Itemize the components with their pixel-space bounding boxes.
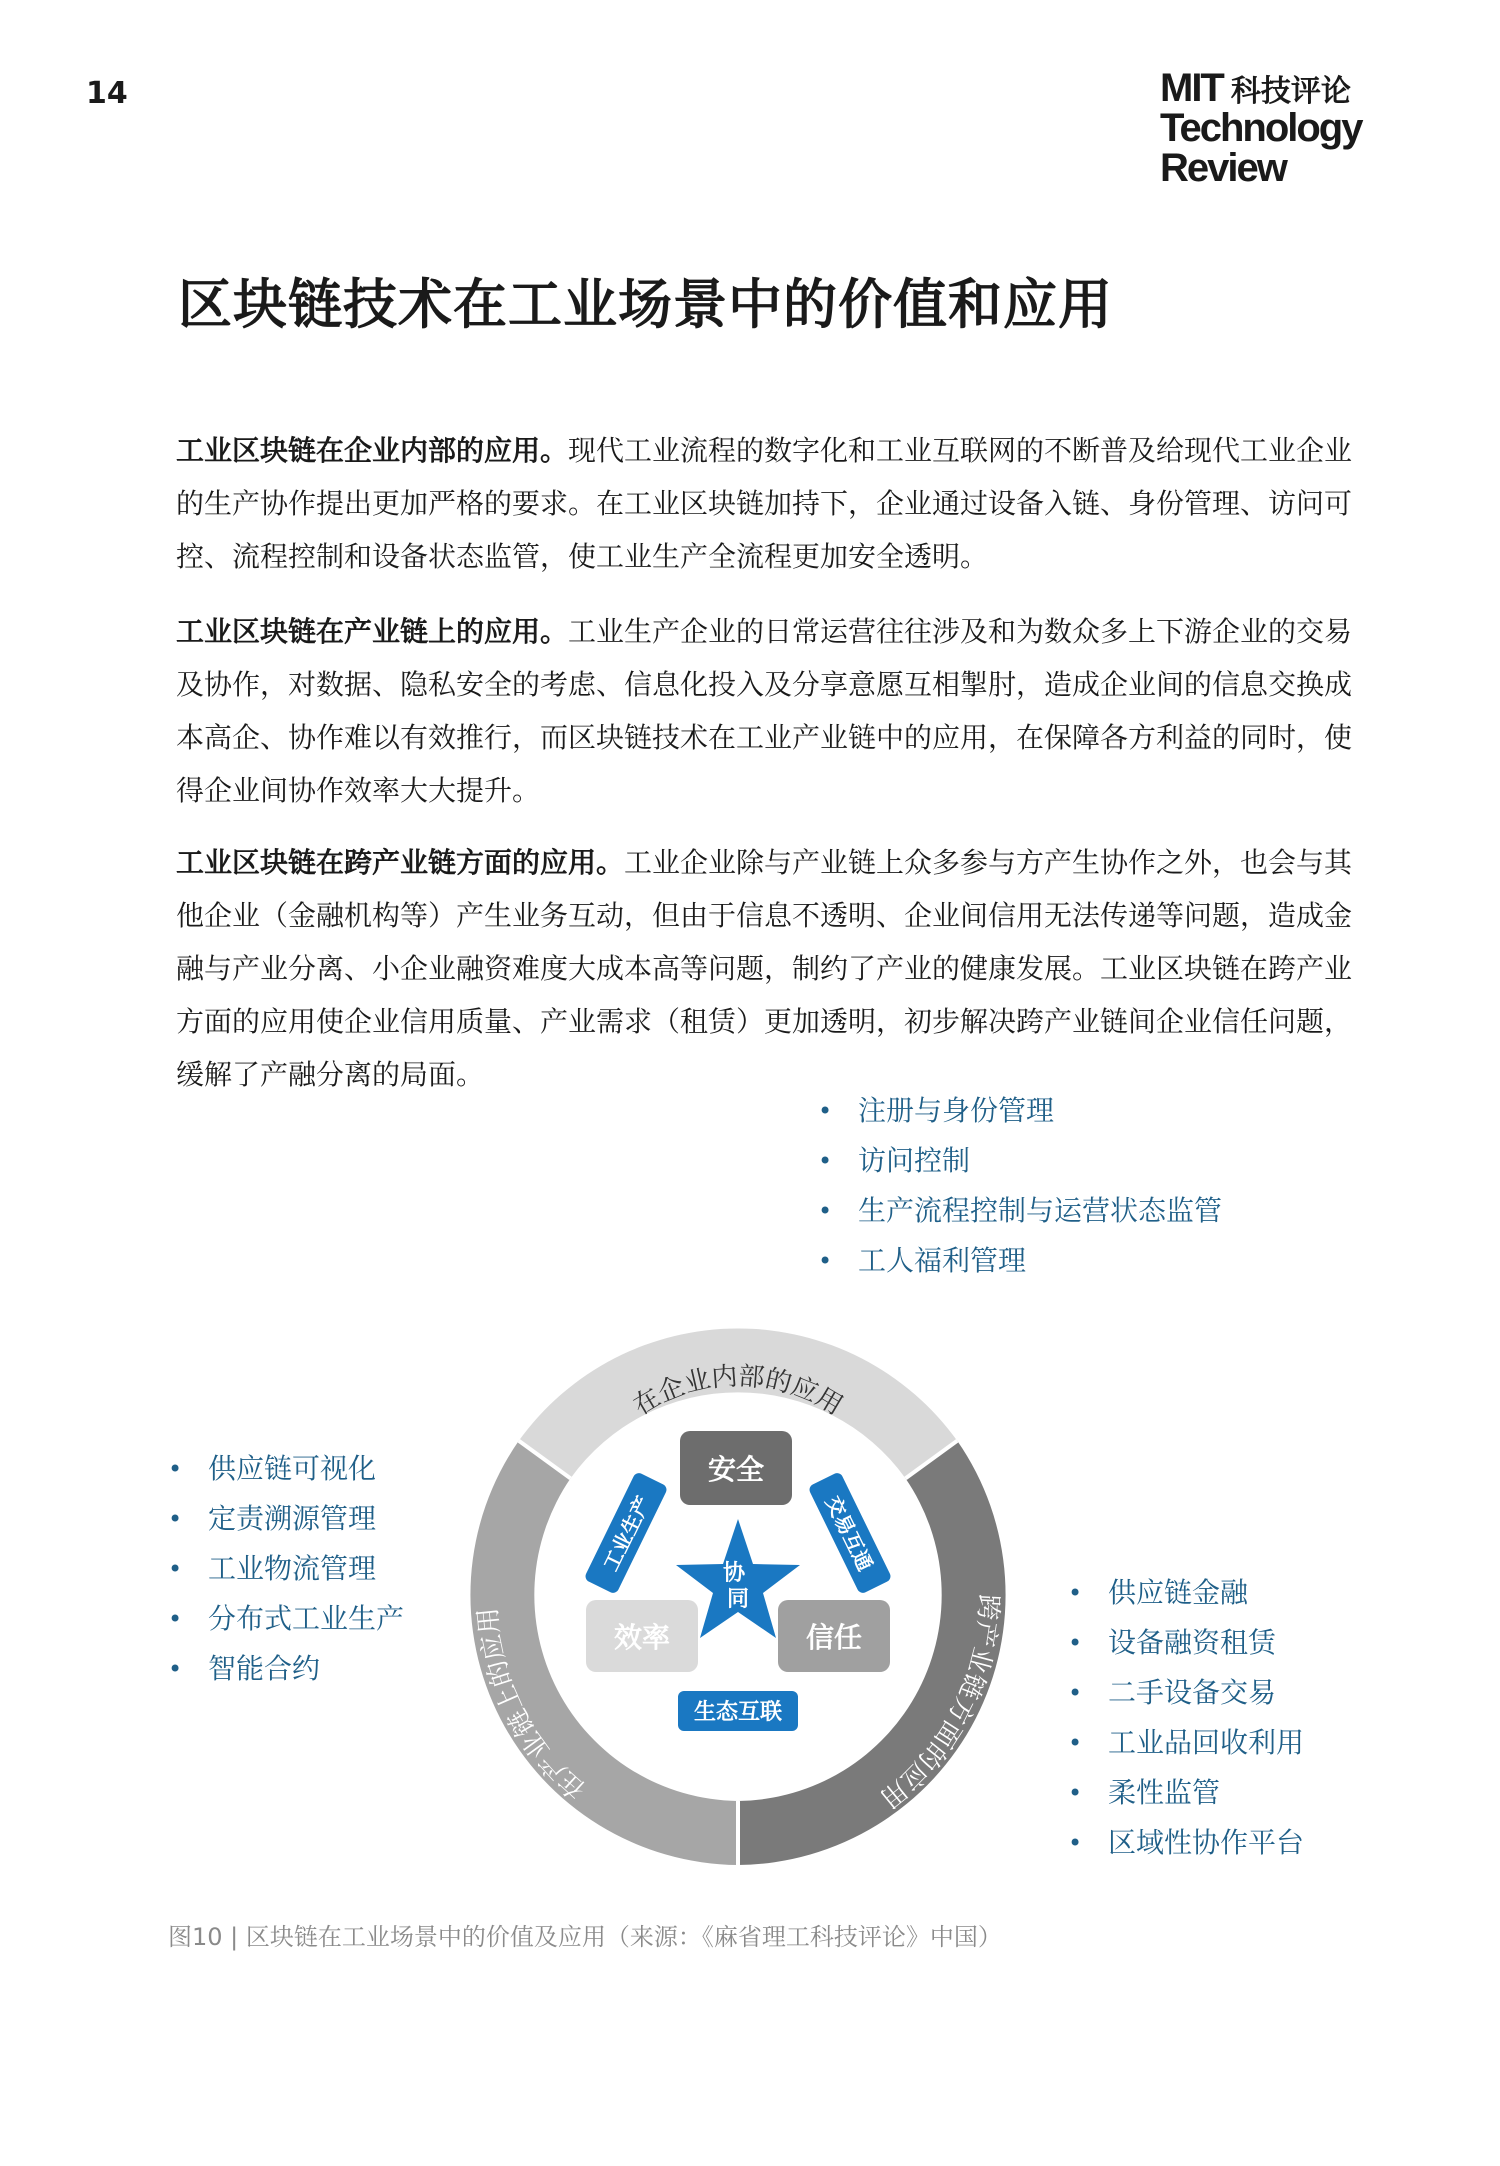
tag-industrial-production [584, 1471, 669, 1595]
list-item: • 工业物流管理 [168, 1544, 404, 1594]
tag-ecosystem-interconnection-label: 生态互联 [693, 1700, 783, 1725]
paragraph-body: 工业企业除与产业链上众多参与方产生协作之外，也会与其他企业（金融机构等）产生业务互动，但由于信息不透明、企业间信用无法传递等问题，造成金融与产业分离、小企业融资难度大成本高等问题，制约了产业的健康发展。工业区块链在跨产业方面的应用使企业信用质量、产业需求（租赁）更加透明，初步解决跨产业链间企业信任问题，缓解了产融分离的局面。 [176, 846, 1353, 1091]
tag-trade-interconnection [808, 1471, 893, 1595]
paragraph-cross-industry [176, 836, 1356, 1101]
box-efficiency-label: 效率 [613, 1621, 671, 1654]
tag-industrial-production-label: 工业生产 [598, 1492, 656, 1575]
box-security [680, 1431, 792, 1505]
paragraph-body: 工业生产企业的日常运营往往涉及和为数众多上下游企业的交易及协作，对数据、隐私安全的考虑、信息化投入及分享意愿互相掣肘，造成企业间的信息交换成本高企、协作难以有效推行，而区块链技术在工业产业链中的应用，在保障各方利益的同时，使得企业间协作效率大大提升。 [176, 615, 1353, 807]
logo-technology: Technology [1160, 106, 1362, 150]
tag-trade-interconnection-label: 交易互通 [820, 1492, 878, 1575]
paragraph-supply-chain [176, 605, 1356, 817]
paragraph-lead: 工业区块链在跨产业链方面的应用。 [176, 846, 625, 879]
list-item: • 访问控制 [818, 1136, 1222, 1186]
figure-caption: 图10 | 区块链在工业场景中的价值及应用（来源：《麻省理工科技评论》中国） [168, 1923, 1002, 1951]
box-security-label: 安全 [707, 1453, 765, 1486]
mit-technology-review-logo [1160, 68, 1361, 188]
list-item: • 分布式工业生产 [168, 1594, 404, 1644]
paragraph-lead: 工业区块链在产业链上的应用。 [176, 615, 569, 648]
bullet-list-cross-industry [1068, 1568, 1304, 1868]
box-efficiency [586, 1600, 698, 1672]
page-number: 14 [86, 76, 128, 111]
ring-label-internal: 在企业内部的应用 [628, 1361, 848, 1422]
ring-label-cross-industry: 跨产业链方面的应用 [874, 1593, 1004, 1814]
list-item: • 柔性监管 [1068, 1768, 1304, 1818]
center-label-char-2: 同 [726, 1587, 750, 1612]
center-label-char-1: 协 [723, 1561, 746, 1586]
list-item: • 注册与身份管理 [818, 1086, 1222, 1136]
list-item: • 生产流程控制与运营状态监管 [818, 1186, 1222, 1236]
collaboration-ring-diagram [458, 1315, 1018, 1875]
list-item: • 设备融资租赁 [1068, 1618, 1304, 1668]
ring-label-supply-chain: 在产业链上的应用 [473, 1606, 592, 1805]
list-item: • 供应链金融 [1068, 1568, 1304, 1618]
logo-mit: MIT [1160, 66, 1223, 110]
logo-review: Review [1160, 146, 1286, 190]
logo-cn: 科技评论 [1230, 74, 1351, 109]
page-title: 区块链技术在工业场景中的价值和应用 [178, 273, 1113, 336]
list-item: • 工人福利管理 [818, 1236, 1222, 1286]
bullet-list-internal [818, 1086, 1222, 1286]
list-item: • 定责溯源管理 [168, 1494, 404, 1544]
list-item: • 区域性协作平台 [1068, 1818, 1304, 1868]
paragraph-internal [176, 424, 1356, 583]
tag-ecosystem-interconnection [678, 1691, 798, 1731]
list-item: • 二手设备交易 [1068, 1668, 1304, 1718]
list-item: • 供应链可视化 [168, 1444, 404, 1494]
list-item: • 工业品回收利用 [1068, 1718, 1304, 1768]
paragraph-body: 现代工业流程的数字化和工业互联网的不断普及给现代工业企业的生产协作提出更加严格的要求。在工业区块链加持下，企业通过设备入链、身份管理、访问可控、流程控制和设备状态监管，使工业生产全流程更加安全透明。 [176, 434, 1353, 573]
paragraph-lead: 工业区块链在企业内部的应用。 [176, 434, 569, 467]
list-item: • 智能合约 [168, 1644, 404, 1694]
box-trust [778, 1600, 890, 1672]
box-trust-label: 信任 [805, 1621, 863, 1654]
bullet-list-supply-chain [168, 1444, 404, 1694]
